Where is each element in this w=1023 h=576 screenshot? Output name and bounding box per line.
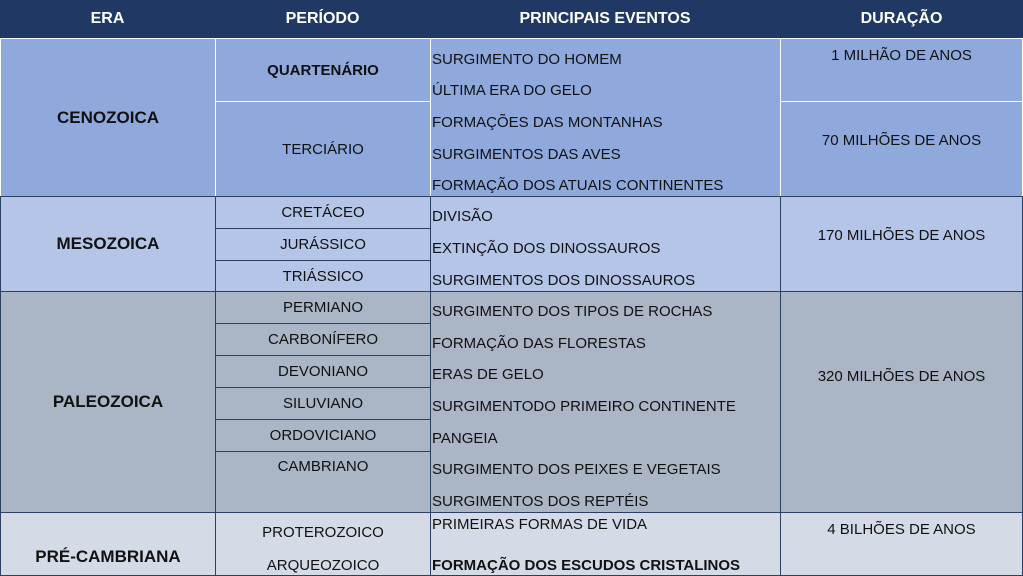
- duracao-quartenario: 1 MILHÃO DE ANOS: [780, 38, 1023, 102]
- header-duracao: DURAÇÃO: [780, 0, 1023, 38]
- periodo-cretaceo: CRETÁCEO: [215, 196, 431, 229]
- era-pre-cambriana: PRÉ-CAMBRIANA: [0, 512, 216, 576]
- duracao-pre-cambriana: 4 BILHÕES DE ANOS: [780, 512, 1023, 576]
- duracao-mesozoica: 170 MILHÕES DE ANOS: [780, 196, 1023, 292]
- duracao-terciario: 70 MILHÕES DE ANOS: [780, 101, 1023, 197]
- periodo-quartenario: QUARTENÁRIO: [215, 38, 431, 102]
- evento-peixes-vegetais: SURGIMENTO DOS PEIXES E VEGETAIS: [432, 461, 721, 478]
- header-era: ERA: [0, 0, 215, 38]
- evento-eras-gelo: ERAS DE GELO: [432, 366, 544, 383]
- era-mesozoica: MESOZOICA: [0, 196, 216, 292]
- header-periodo: PERÍODO: [215, 0, 430, 38]
- periodo-carbonifero: CARBONÍFERO: [215, 323, 431, 356]
- periodo-permiano: PERMIANO: [215, 291, 431, 324]
- periodo-proterozoico: PROTEROZOICO: [262, 524, 384, 541]
- evento-extincao-dinossauros: EXTINÇÃO DOS DINOSSAUROS: [432, 240, 661, 257]
- evento-surgimento-homem: SURGIMENTO DO HOMEM: [432, 51, 622, 68]
- periodo-arqueozoico: ARQUEOZOICO: [266, 557, 380, 574]
- evento-surgimentos-aves: SURGIMENTOS DAS AVES: [432, 146, 621, 163]
- periodo-ordoviciano: ORDOVICIANO: [215, 419, 431, 452]
- duracao-paleozoica: 320 MILHÕES DE ANOS: [780, 291, 1023, 513]
- evento-primeiras-formas-vida: PRIMEIRAS FORMAS DE VIDA: [432, 516, 648, 533]
- evento-formacoes-montanhas: FORMAÇÕES DAS MONTANHAS: [432, 114, 663, 131]
- evento-ultima-era-gelo: ÚLTIMA ERA DO GELO: [432, 82, 592, 99]
- periodo-jurassico: JURÁSSICO: [215, 228, 431, 261]
- periodo-devoniano: DEVONIANO: [215, 355, 431, 388]
- header-eventos: PRINCIPAIS EVENTOS: [430, 0, 780, 38]
- era-paleozoica: PALEOZOICA: [0, 291, 216, 513]
- periodo-siluviano: SILUVIANO: [215, 387, 431, 420]
- evento-tipos-rochas: SURGIMENTO DOS TIPOS DE ROCHAS: [432, 303, 713, 320]
- evento-primeiro-continente: SURGIMENTODO PRIMEIRO CONTINENTE: [432, 398, 736, 415]
- evento-pangeia: PANGEIA: [432, 430, 498, 447]
- periodo-terciario: TERCIÁRIO: [215, 101, 431, 197]
- era-cenozoica: CENOZOICA: [0, 38, 216, 197]
- periodo-triassico: TRIÁSSICO: [215, 260, 431, 292]
- evento-formacao-continentes: FORMAÇÃO DOS ATUAIS CONTINENTES: [432, 177, 724, 194]
- evento-repteis: SURGIMENTOS DOS REPTÉIS: [432, 493, 649, 510]
- evento-formacao-florestas: FORMAÇÃO DAS FLORESTAS: [432, 335, 646, 352]
- evento-surgimentos-dinossauros: SURGIMENTOS DOS DINOSSAUROS: [432, 272, 696, 289]
- periodo-cambriano: CAMBRIANO: [215, 451, 431, 513]
- evento-escudos-cristalinos: FORMAÇÃO DOS ESCUDOS CRISTALINOS: [432, 557, 741, 574]
- evento-divisao: DIVISÃO: [432, 208, 493, 225]
